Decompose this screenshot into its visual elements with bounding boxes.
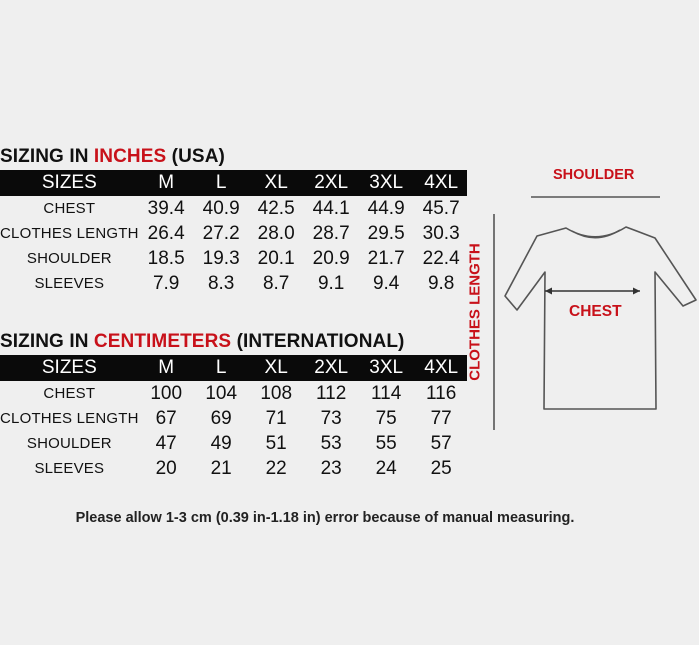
table-cell: 29.5 (367, 222, 405, 244)
table-cell: 71 (265, 407, 287, 429)
header-xl: XL (264, 357, 288, 378)
table-cell: 67 (155, 407, 177, 429)
header-3xl: 3XL (369, 357, 404, 378)
header-l: L (215, 357, 227, 378)
table-cell: 22 (265, 457, 287, 479)
chest-label: CHEST (569, 303, 622, 320)
row-label-shoulder: SHOULDER (26, 435, 112, 452)
title-suffix: (USA) (166, 146, 225, 167)
header-l: L (215, 172, 227, 193)
table-cell: 77 (430, 407, 452, 429)
table-cell: 20.1 (257, 247, 295, 269)
table-cell: 8.3 (207, 272, 235, 294)
table-cell: 100 (150, 382, 183, 404)
header-m: M (158, 172, 175, 193)
table-cell: 26.4 (147, 222, 185, 244)
title-unit: INCHES (93, 146, 167, 167)
header-4xl: 4XL (424, 172, 459, 193)
row-label-chest: CHEST (43, 385, 96, 402)
table-cell: 112 (316, 382, 347, 404)
table-cell: 39.4 (147, 197, 185, 219)
table-cell: 44.1 (312, 197, 350, 219)
table-cell: 9.8 (427, 272, 455, 294)
header-3xl: 3XL (369, 172, 404, 193)
table-cell: 49 (210, 432, 232, 454)
table-cell: 22.4 (422, 247, 460, 269)
row-label-shoulder: SHOULDER (26, 250, 112, 267)
row-label-clothes-length: CLOTHES LENGTH (0, 225, 139, 242)
table-cell: 53 (320, 432, 342, 454)
table-cell: 27.2 (202, 222, 240, 244)
table-cell: 28.7 (312, 222, 350, 244)
header-m: M (158, 357, 175, 378)
measurement-error-note: Please allow 1-3 cm (0.39 in-1.18 in) error because of manual measuring. (75, 510, 575, 526)
table-cell: 47 (155, 432, 177, 454)
table-cell: 104 (205, 382, 238, 404)
shoulder-label: SHOULDER (553, 167, 635, 183)
table-cell: 116 (426, 382, 457, 404)
table-cell: 108 (260, 382, 293, 404)
table-cell: 51 (265, 432, 287, 454)
table-cell: 75 (375, 407, 397, 429)
row-label-sleeves: SLEEVES (34, 275, 105, 292)
row-label-sleeves: SLEEVES (34, 460, 105, 477)
title-prefix: SIZING IN (0, 331, 94, 352)
table-cell: 9.4 (372, 272, 400, 294)
table-cell: 19.3 (202, 247, 240, 269)
header-sizes: SIZES (41, 172, 97, 193)
table-cell: 9.1 (317, 272, 345, 294)
header-4xl: 4XL (424, 357, 459, 378)
table-cell: 45.7 (422, 197, 460, 219)
title-suffix: (INTERNATIONAL) (231, 331, 405, 352)
table-cell: 57 (430, 432, 452, 454)
table-cell: 25 (430, 457, 452, 479)
row-label-chest: CHEST (43, 200, 96, 217)
table-cell: 18.5 (147, 247, 185, 269)
table-cell: 114 (371, 382, 402, 404)
table-cell: 69 (210, 407, 232, 429)
arrow-right-icon (633, 288, 640, 295)
table-cell: 55 (375, 432, 397, 454)
table-cell: 24 (375, 457, 397, 479)
header-xl: XL (264, 172, 288, 193)
header-sizes: SIZES (41, 357, 97, 378)
table-cell: 20 (155, 457, 177, 479)
table-cell: 44.9 (367, 197, 405, 219)
title-prefix: SIZING IN (0, 146, 94, 167)
clothes-length-label: CLOTHES LENGTH (466, 243, 484, 381)
table-cell: 30.3 (422, 222, 460, 244)
table-cell: 73 (320, 407, 342, 429)
header-2xl: 2XL (314, 172, 349, 193)
table-cell: 40.9 (202, 197, 240, 219)
table-cell: 20.9 (312, 247, 350, 269)
arrow-left-icon (545, 288, 552, 295)
table-cell: 21 (210, 457, 232, 479)
title-unit: CENTIMETERS (93, 331, 232, 352)
table-cell: 7.9 (152, 272, 180, 294)
header-2xl: 2XL (314, 357, 349, 378)
table-cell: 23 (320, 457, 342, 479)
table-cell: 21.7 (367, 247, 405, 269)
table-cell: 8.7 (262, 272, 290, 294)
table-cell: 28.0 (257, 222, 295, 244)
table-cell: 42.5 (257, 197, 295, 219)
row-label-clothes-length: CLOTHES LENGTH (0, 410, 139, 427)
